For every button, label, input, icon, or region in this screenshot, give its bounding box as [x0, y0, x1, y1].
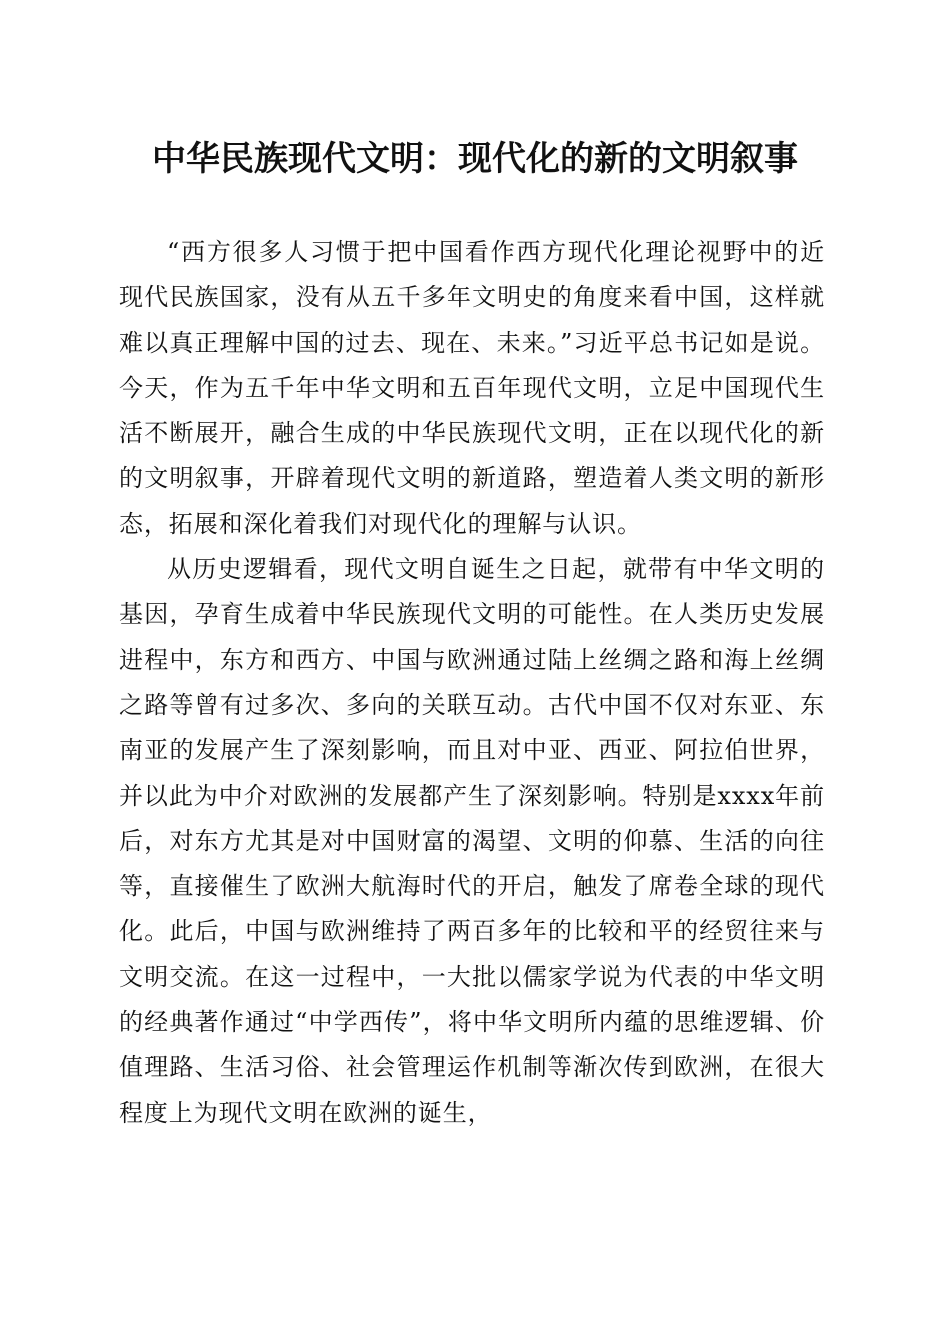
document-body — [119, 230, 825, 1136]
paragraph-1: “西方很多人习惯于把中国看作西方现代化理论视野中的近现代民族国家，没有从五千多年文明史的角度来看中国，这样就难以真正理解中国的过去、现在、未来。”习近平总书记如是说。今天，作为五千年中华文明和五百年现代文明，立足中国现代生活不断展开，融合生成的中华民族现代文明，正在以现代化的新的文明叙事，开辟着现代文明的新道路，塑造着人类文明的新形态，拓展和深化着我们对现代化的理解与认识。 — [119, 238, 825, 538]
paragraph-2: 从历史逻辑看，现代文明自诞生之日起，就带有中华文明的基因，孕育生成着中华民族现代文明的可能性。在人类历史发展进程中，东方和西方、中国与欧洲通过陆上丝绸之路和海上丝绸之路等曾有过多次、多向的关联互动。古代中国不仅对东亚、东南亚的发展产生了深刻影响，而且对中亚、西亚、阿拉伯世界，并以此为中介对欧洲的发展都产生了深刻影响。特别是xxxx年前后，对东方尤其是对中国财富的渴望、文明的仰慕、生活的向往等，直接催生了欧洲大航海时代的开启，触发了席卷全球的现代化。此后，中国与欧洲维持了两百多年的比较和平的经贸往来与文明交流。在这一过程中，一大批以儒家学说为代表的中华文明的经典著作通过“中学西传”，将中华文明所内蕴的思维逻辑、价值理路、生活习俗、社会管理运作机制等渐次传到欧洲，在很大程度上为现代文明在欧洲的诞生， — [119, 555, 825, 1127]
document-title: 中华民族现代文明：现代化的新的文明叙事 — [152, 139, 798, 179]
